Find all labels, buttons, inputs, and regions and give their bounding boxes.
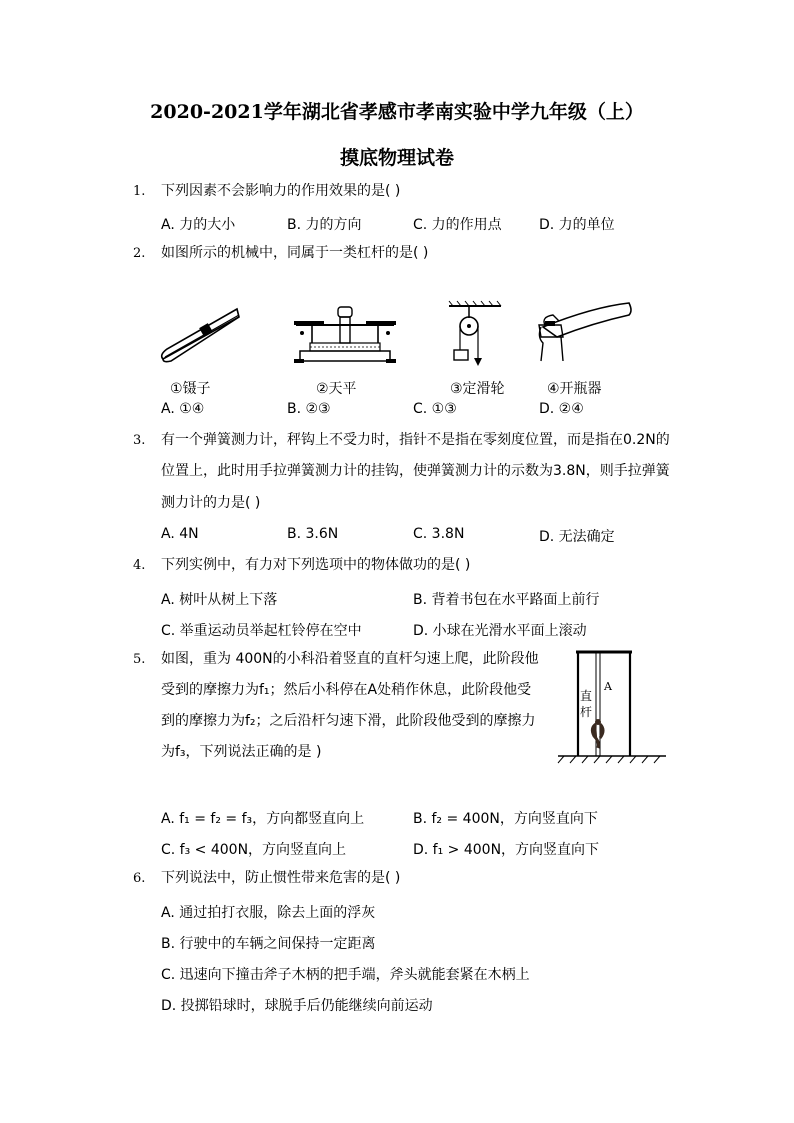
page-title: 2020-2021学年湖北省孝感市孝南实验中学九年级（上） <box>150 101 644 123</box>
pulley-figure <box>445 300 505 370</box>
option-c: C. 力的作用点 <box>413 217 502 233</box>
figure-caption-pulley: ③定滑轮 <box>450 381 505 397</box>
option-a: A. 4N <box>161 526 199 542</box>
figure-label-gan: 杆 <box>580 705 593 719</box>
page-subtitle: 摸底物理试卷 <box>339 147 454 169</box>
question-text: 到的摩擦力为f₂；之后沿杆匀速下滑，此阶段他受到的摩擦力 <box>161 713 536 729</box>
figure-label-zhi: 直 <box>580 689 593 703</box>
pole-figure <box>556 646 668 764</box>
question-number: 6. <box>133 871 146 886</box>
balance-figure <box>290 303 400 365</box>
figure-caption-balance: ②天平 <box>316 381 357 397</box>
option-c: C. f₃ < 400N，方向竖直向上 <box>161 842 347 858</box>
option-a: A. 树叶从树上下落 <box>161 592 278 608</box>
question-number: 4. <box>133 558 146 573</box>
option-d: D. 力的单位 <box>539 217 615 233</box>
question-text: 下列说法中，防止惯性带来危害的是( ) <box>161 870 401 886</box>
option-c: C. ①③ <box>413 401 457 417</box>
option-b: B. ②③ <box>287 401 331 417</box>
option-a: A. ①④ <box>161 401 205 417</box>
question-text: 位置上，此时用手拉弹簧测力计的挂钩，使弹簧测力计的示数为3.8N，则手拉弹簧 <box>161 463 670 479</box>
question-number: 2. <box>133 246 146 261</box>
option-d: D. 投掷铅球时，球脱手后仍能继续向前运动 <box>161 998 433 1014</box>
option-a: A. 力的大小 <box>161 217 236 233</box>
option-d: D. 小球在光滑水平面上滚动 <box>413 623 587 639</box>
option-d: D. 无法确定 <box>539 529 615 545</box>
question-text: 如图所示的机械中，同属于一类杠杆的是( ) <box>161 245 429 261</box>
figure-label-a: A <box>604 680 612 693</box>
option-b: B. f₂ = 400N，方向竖直向下 <box>413 811 598 827</box>
option-d: D. ②④ <box>539 401 584 417</box>
option-c: C. 举重运动员举起杠铃停在空中 <box>161 623 362 639</box>
question-text: 下列因素不会影响力的作用效果的是( ) <box>161 183 401 199</box>
question-text: 如图，重为 400N的小科沿着竖直的直杆匀速上爬，此阶段他 <box>161 651 539 667</box>
bottle-opener-figure <box>533 297 633 363</box>
option-b: B. 行驶中的车辆之间保持一定距离 <box>161 936 376 952</box>
question-number: 3. <box>133 433 146 448</box>
question-text: 有一个弹簧测力计，秤钩上不受力时，指针不是指在零刻度位置，而是指在0.2N的 <box>161 432 670 448</box>
question-text: 测力计的力是( ) <box>161 495 261 511</box>
option-b: B. 背着书包在水平路面上前行 <box>413 592 600 608</box>
option-b: B. 3.6N <box>287 526 339 542</box>
question-text: 受到的摩擦力为f₁；然后小科停在A处稍作休息，此阶段他受 <box>161 682 532 698</box>
question-text: 为f₃，下列说法正确的是 ) <box>161 744 322 760</box>
tweezers-figure <box>155 305 245 363</box>
question-number: 1. <box>133 184 146 199</box>
option-c: C. 迅速向下撞击斧子木柄的把手端，斧头就能套紧在木柄上 <box>161 967 530 983</box>
option-d: D. f₁ > 400N，方向竖直向下 <box>413 842 600 858</box>
question-number: 5. <box>133 652 146 667</box>
question-text: 下列实例中，有力对下列选项中的物体做功的是( ) <box>161 557 471 573</box>
option-a: A. f₁ = f₂ = f₃，方向都竖直向上 <box>161 811 365 827</box>
option-a: A. 通过拍打衣服，除去上面的浮灰 <box>161 905 376 921</box>
option-c: C. 3.8N <box>413 526 465 542</box>
option-b: B. 力的方向 <box>287 217 362 233</box>
figure-caption-tweezers: ①镊子 <box>170 381 211 397</box>
figure-caption-opener: ④开瓶器 <box>547 381 602 397</box>
